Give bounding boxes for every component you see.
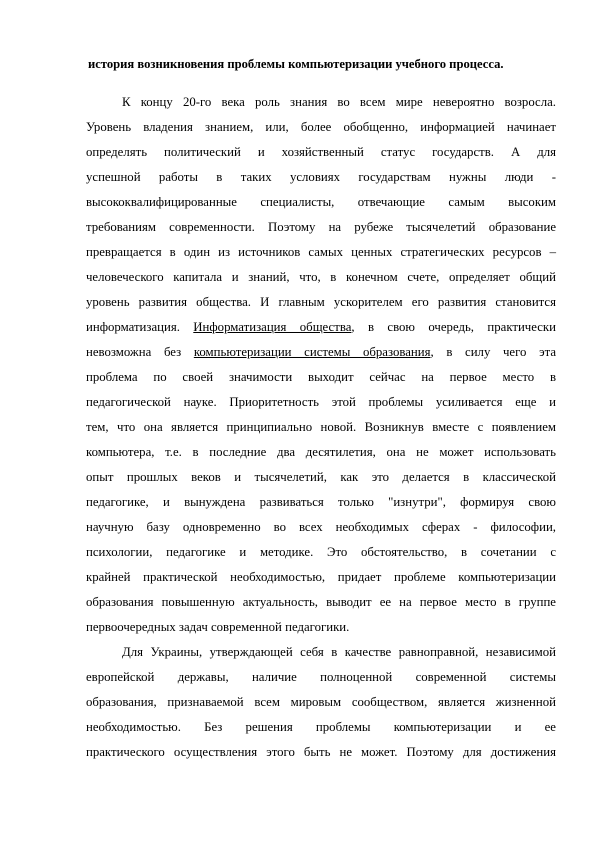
text-line: педагогической науке. Приоритетность этой проблемы усиливается еще и	[86, 395, 556, 409]
text-segment: , в свою очередь, практически	[351, 320, 556, 334]
text-line: педагогике, и вынуждена развиваться только "изнутри", формируя свою	[86, 495, 556, 509]
text-line: первоочередных задач современной педагогики.	[86, 620, 350, 634]
document-body	[86, 90, 556, 765]
text-line: компьютера, т.е. в последние два десятилетия, она не может использовать	[86, 445, 556, 459]
text-line: психологии, педагогике и методике. Это обстоятельство, в сочетании с	[86, 545, 556, 559]
text-line: высококвалифицированные специалисты, отвечающие самым высоким	[86, 195, 556, 209]
text-line: Для Украины, утверждающей себя в качестве равноправной, независимой	[122, 645, 556, 659]
text-line: крайней практической необходимостью, придает проблеме компьютеризации	[86, 570, 556, 584]
text-line: опыт прошлых веков и тысячелетий, как это делается в классической	[86, 470, 556, 484]
text-line: уровень развития общества. И главным ускорителем его развития становится	[86, 295, 556, 309]
text-line: тем, что она является принципиально новой. Возникнув вместе с появлением	[86, 420, 556, 434]
text-line: необходимостью. Без решения проблемы компьютеризации и ее	[86, 720, 556, 734]
text-line: определять политический и хозяйственный статус государств. А для	[86, 145, 556, 159]
text-segment: невозможна без	[86, 345, 194, 359]
text-line: проблема по своей значимости выходит сейчас на первое место в	[86, 370, 556, 384]
document-heading: история возникновения проблемы компьютеризации учебного процесса.	[88, 57, 504, 71]
text-line	[86, 315, 556, 340]
text-line: практического осуществления этого быть не может. Поэтому для достижения	[86, 745, 556, 759]
text-line: Уровень владения знанием, или, более обобщенно, информацией начинает	[86, 120, 556, 134]
paragraph-2	[86, 640, 556, 765]
text-line: образования, признаваемой всем мировым сообществом, является жизненной	[86, 695, 556, 709]
underlined-term-informatization: Информатизация общества	[193, 320, 352, 334]
underlined-term-computerization: компьютеризации системы образования	[193, 345, 431, 359]
text-line: требованиям современности. Поэтому на рубеже тысячелетий образование	[86, 220, 556, 234]
text-line: европейской державы, наличие полноценной современной системы	[86, 670, 556, 684]
text-segment: информатизация.	[86, 320, 194, 334]
paragraph-1	[86, 90, 556, 640]
text-line: К концу 20-го века роль знания во всем мире невероятно возросла.	[122, 95, 556, 109]
text-segment: , в силу чего эта	[430, 345, 556, 359]
text-line: человеческого капитала и знаний, что, в конечном счете, определяет общий	[86, 270, 556, 284]
text-line: успешной работы в таких условиях государствам нужны люди -	[86, 170, 556, 184]
text-line: превращается в один из источников самых ценных стратегических ресурсов –	[86, 245, 556, 259]
text-line	[86, 340, 556, 365]
text-line: образования повышенную актуальность, выводит ее на первое место в группе	[86, 595, 556, 609]
text-line: научную базу одновременно во всех необходимых сферах - философии,	[86, 520, 556, 534]
